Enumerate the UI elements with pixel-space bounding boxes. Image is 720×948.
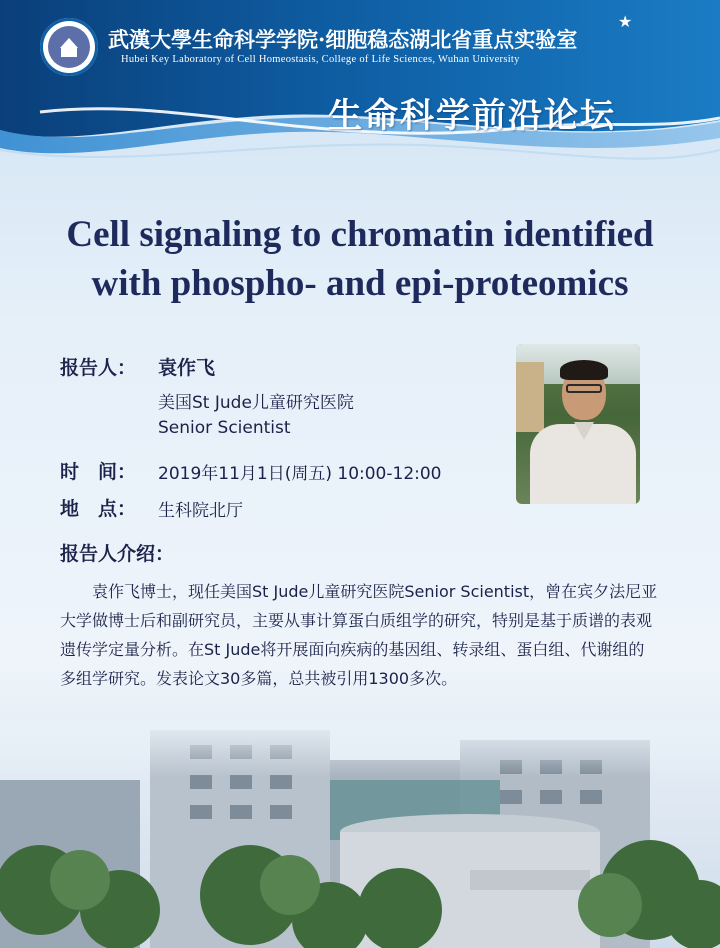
building-scene bbox=[0, 720, 720, 948]
speaker-name: 袁作飞 bbox=[158, 357, 216, 379]
speaker-position: Senior Scientist bbox=[158, 418, 291, 438]
talk-title-line-2: with phospho- and epi-proteomics bbox=[91, 263, 629, 304]
header-banner bbox=[0, 0, 720, 190]
bio-heading: 报告人介绍： bbox=[60, 543, 175, 565]
time-label: 时 间： bbox=[60, 461, 137, 483]
talk-title bbox=[40, 210, 680, 308]
star-icon: ★ bbox=[618, 12, 633, 31]
speaker-affiliation: 美国St Jude儿童研究医院 bbox=[158, 393, 354, 413]
speaker-photo bbox=[516, 344, 640, 504]
building-illustration bbox=[0, 720, 720, 948]
university-seal-icon bbox=[40, 18, 98, 76]
location-label: 地 点： bbox=[60, 498, 137, 520]
forum-title: 生命科学前沿论坛 bbox=[328, 96, 616, 136]
bio-paragraph bbox=[60, 577, 660, 693]
location-value: 生科院北厅 bbox=[158, 501, 243, 521]
university-subtitle: Hubei Key Laboratory of Cell Homeostasis, College of Life Sciences, Wuhan University bbox=[121, 54, 520, 65]
speaker-label: 报告人： bbox=[60, 357, 137, 379]
university-title: 武漢大學生命科学学院·细胞稳态湖北省重点实验室 bbox=[108, 27, 578, 52]
talk-title-line-1: Cell signaling to chromatin identified bbox=[66, 214, 654, 255]
bio-text: 袁作飞博士，现任美国St Jude儿童研究医院Senior Scientist，曾在宾夕法尼亚大学做博士后和副研究员，主要从事计算蛋白质组学的研究，特别是基于质谱的表观遗传学定量分析。在St Jude将开展面向疾病的基因组、转录组、蛋白组、代谢组的多组学研究。发表论文30多篇，总共被引用1300多次。 bbox=[60, 582, 658, 688]
time-value: 2019年11月1日(周五) 10:00-12:00 bbox=[158, 464, 442, 484]
